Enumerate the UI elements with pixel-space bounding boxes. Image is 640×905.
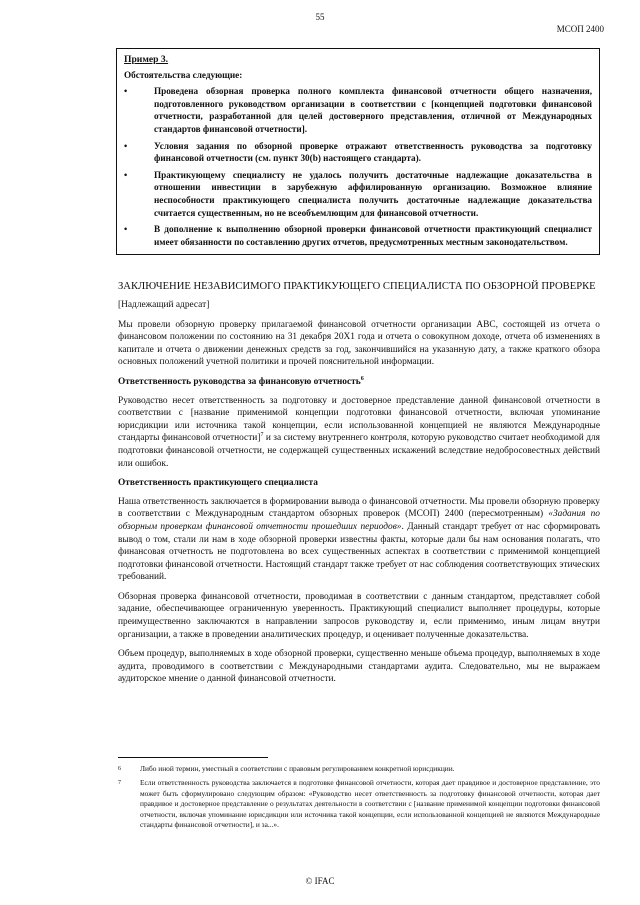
copyright: © IFAC — [305, 876, 335, 886]
example-item-text: Условия задания по обзорной проверке отражают ответственность руководства за подготовку финансовой отчетности (см. пункт 30(b) настоящего стандарта). — [154, 140, 592, 164]
footnote-text: Либо иной термин, уместный в соответствии с правовым регулированием конкретной юрисдикции. — [140, 764, 455, 773]
bullet-icon: • — [124, 86, 128, 97]
example-box — [116, 48, 600, 255]
footnote-ref-7: 7 — [260, 432, 264, 439]
practitioner-p1-part1: Наша ответственность заключается в формировании вывода о финансовой отчетности. Мы провели обзорную проверку в соответствии с Международным стандартом обзорных проверок (МСОП) 2400 (пересмотренным) — [118, 496, 600, 520]
report-addressee: [Надлежащий адресат] — [118, 300, 210, 310]
footnote-text: Если ответственность руководства заключается в подготовке финансовой отчетности, которая дает правдивое и достоверное представление, это может быть сформулировано следующим образом: «Руководство несет ответственность за подготовку финансовой отчетности, которая дает правдивое и достоверное представление о результатах деятельности в соответствии с [название применимой концепции подготовки финансовой отчетности, включая упоминание юрисдикции или источника такой концепции, если использованной концепцией не являются Международные стандарты финансовой отчетности], и за...». — [140, 778, 600, 830]
bullet-icon: • — [124, 140, 128, 151]
report-title: ЗАКЛЮЧЕНИЕ НЕЗАВИСИМОГО ПРАКТИКУЮЩЕГО СПЕЦИАЛИСТА ПО ОБЗОРНОЙ ПРОВЕРКЕ — [118, 281, 596, 292]
example-intro: Обстоятельства следующие: — [124, 69, 243, 80]
footnote-number: 7 — [118, 780, 121, 787]
example-item — [124, 169, 592, 219]
practitioner-responsibility-heading: Ответственность практикующего специалиста — [118, 478, 318, 489]
management-responsibility-paragraph — [118, 395, 600, 471]
example-title: Пример 3. — [124, 54, 169, 65]
footnote — [118, 778, 600, 830]
management-heading-text: Ответственность руководства за финансовую отчетность — [118, 376, 361, 387]
document-code: МСОП 2400 — [556, 24, 604, 34]
footnotes — [118, 764, 600, 834]
example-item-text: Проведена обзорная проверка полного комплекта финансовой отчетности общего назначения, подготовленного руководством организации в соответствии с [концепцией подготовки финансовой отчетности, разработанной для целей достоверного представления, отличной от Международных стандартов финансовой отчетности]. — [154, 86, 592, 134]
example-item — [124, 85, 592, 135]
example-item — [124, 140, 592, 165]
footnote — [118, 764, 600, 774]
management-paragraph-part2: и за систему внутреннего контроля, которую руководство считает необходимой для подготовки финансовой отчетности, не содержащей существенных искажений вследствие недобросовестных действий или ошибок. — [118, 433, 600, 469]
practitioner-paragraph-2: Обзорная проверка финансовой отчетности, проводимая в соответствии с данным стандартом, представляет собой задание, обеспечивающее ограниченную уверенность. Практикующий специалист выполняет процедуры, которые преимущественно заключаются в направлении запросов руководству и, если применимо, иным лицам внутри организации, а также в проведении аналитических процедур, и оценивает полученные доказательства. — [118, 591, 600, 640]
practitioner-p1-part2: . Данный стандарт требует от нас сформировать вывод о том, стали ли нам в ходе обзорной проверки известны факты, которые дали бы нам основания полагать, что финансовая отчетность не подготовлена во всех существенных аспектах в соответствии с применимой концепцией подготовки финансовой отчетности. Настоящий стандарт также требует от нас соблюдения соответствующих этических требований. — [118, 521, 600, 583]
bullet-icon: • — [124, 169, 128, 180]
practitioner-paragraph-3: Объем процедур, выполняемых в ходе обзорной проверки, существенно меньше объема процедур, выполняемых в ходе аудита, проводимого в соответствии с Международными стандартами аудита. Следовательно, мы не выражаем аудиторское мнение о данной финансовой отчетности. — [118, 649, 600, 685]
practitioner-paragraph-1 — [118, 496, 600, 584]
standard-title-italic: «Задания по обзорным проверкам финансовой отчетности прошедших периодов» — [118, 509, 600, 532]
footnote-divider — [118, 757, 268, 758]
management-responsibility-heading — [118, 376, 600, 389]
page-number: 55 — [315, 12, 325, 22]
report-body — [118, 280, 600, 693]
example-item-text: Практикующему специалисту не удалось получить достаточные надлежащие доказательства в отношении инвестиции в зарубежную аффилированную организацию. Возможное влияние неспособности практикующего специалиста получить достаточные надлежащие доказательства считается существенным, но не всеобъемлющим для финансовой отчетности. — [154, 169, 592, 218]
bullet-icon: • — [124, 224, 128, 235]
example-item — [124, 223, 592, 248]
intro-paragraph: Мы провели обзорную проверку прилагаемой финансовой отчетности организации АВС, состоящей из отчета о финансовом положении по состоянию на 31 декабря 20Х1 года и отчета о совокупном доходе, отчета об изменениях в капитале и отчета о движении денежных средств за год, закончившийся на указанную дату, а также краткого обзора основных положений учетной политики и прочей пояснительной информации. — [118, 319, 600, 368]
example-item-text: В дополнение к выполнению обзорной проверки финансовой отчетности практикующий специалист имеет обязанности по составлению других отчетов, предусмотренных местным законодательством. — [154, 224, 592, 247]
footnote-ref-6: 6 — [360, 375, 364, 382]
footnote-number: 6 — [118, 766, 121, 772]
management-paragraph-part1: Руководство несет ответственность за подготовку и достоверное представление данной финансовой отчетности в соответствии с [название применимой концепции подготовки финансовой отчетности, включая упоминание юрисдикции или источника такой концепции, если использованной концепцией не являются Международные стандарты финансовой отчетности] — [118, 395, 600, 444]
